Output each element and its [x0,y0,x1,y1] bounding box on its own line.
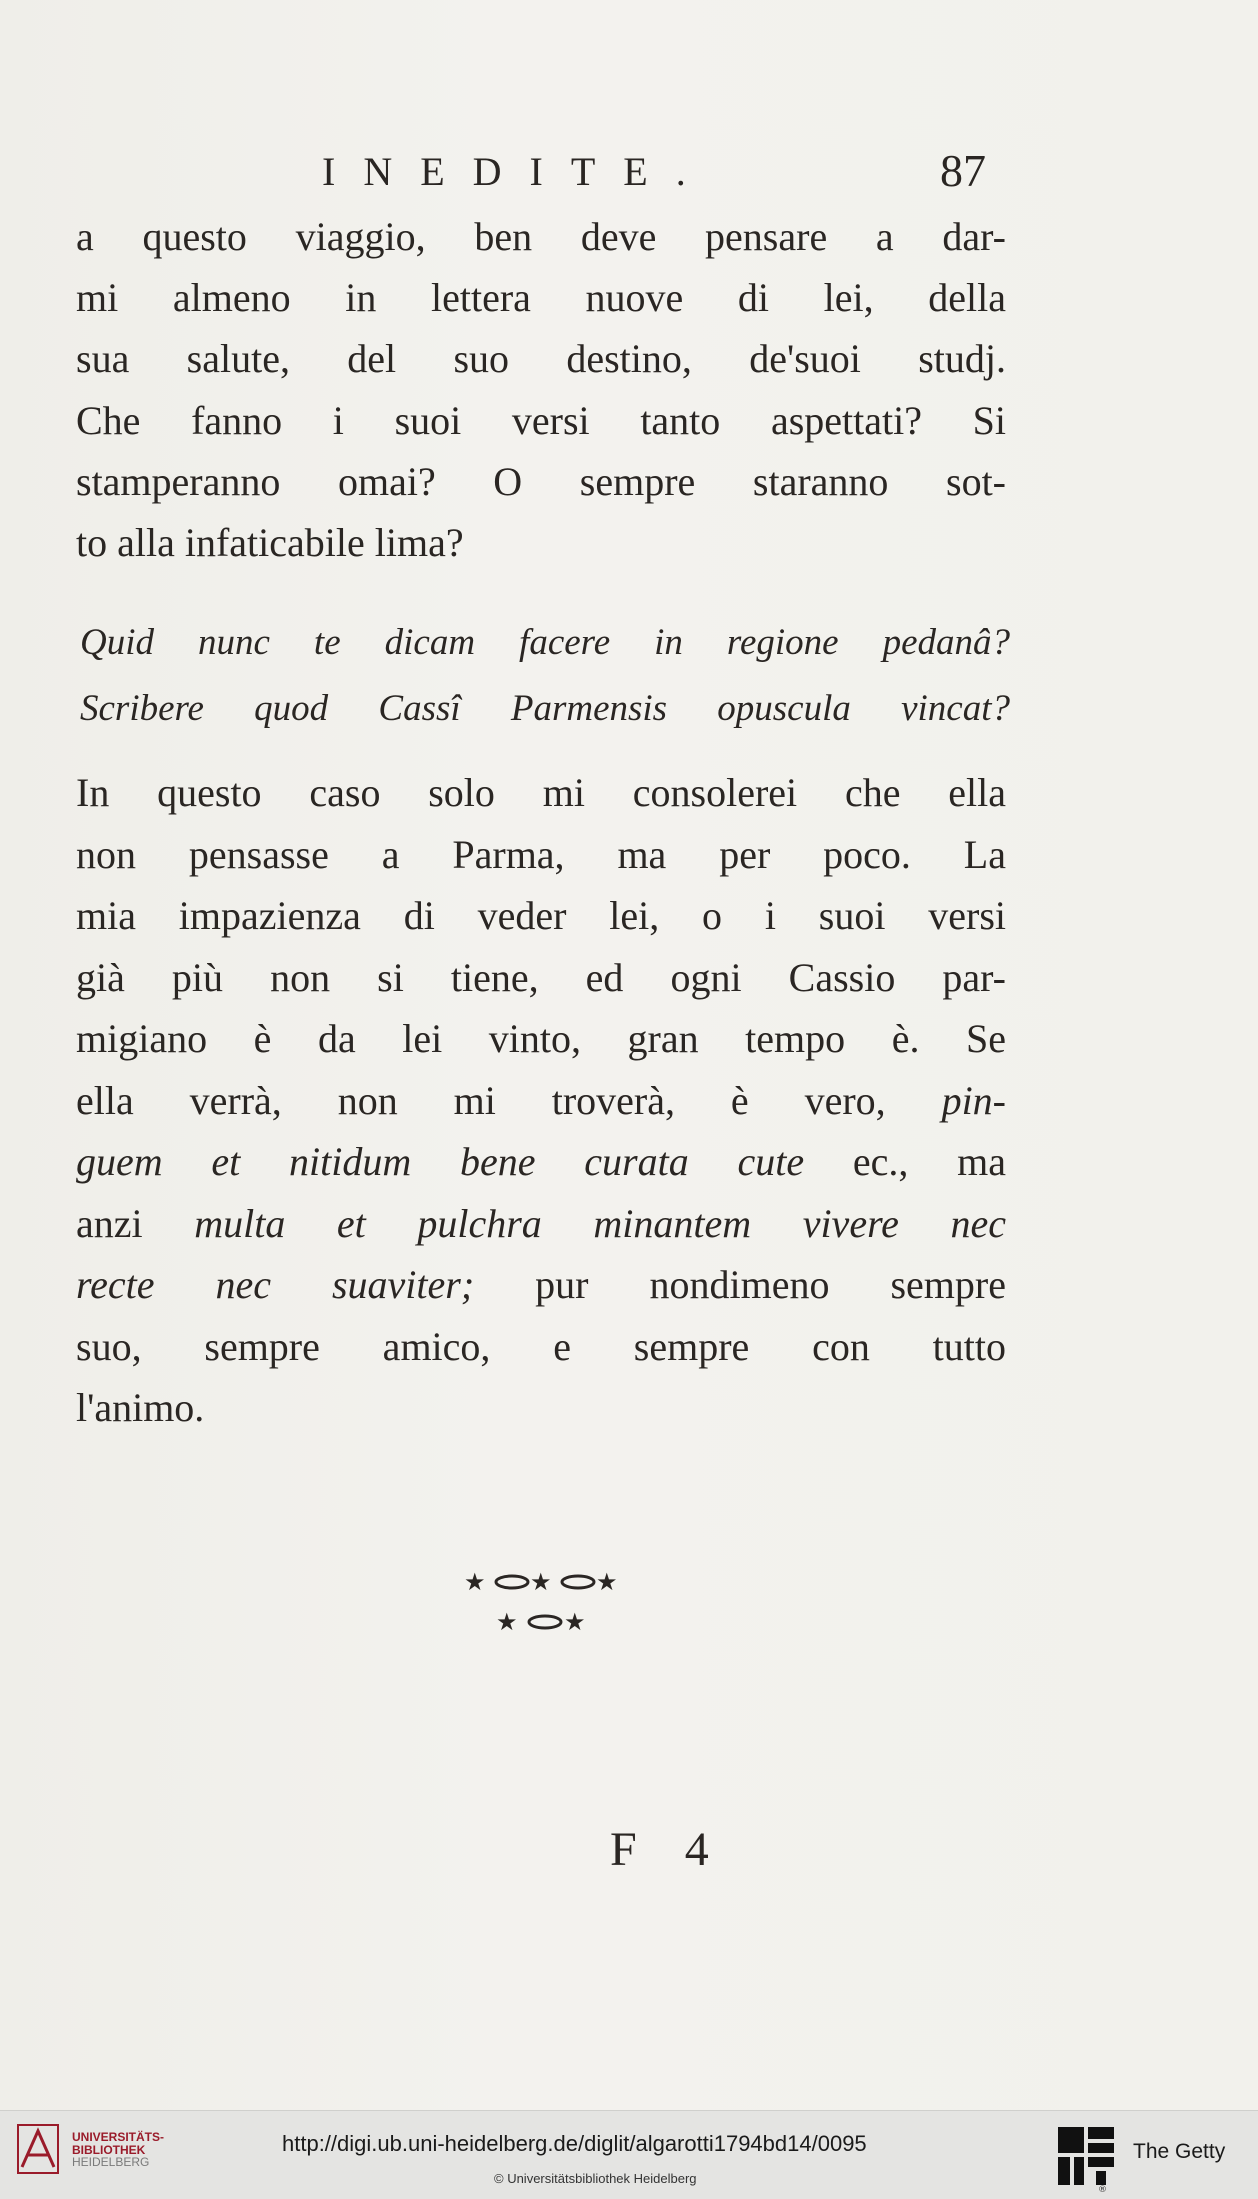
latin-quotation [80,610,1010,742]
svg-text:★: ★ [530,1568,552,1596]
italic-run: guem et nitidum bene curata cute [76,1139,805,1184]
paragraph-2 [76,762,1006,1439]
text-line: Che fanno i suoi versi tanto aspettati? Si [76,397,1006,443]
text-line: In questo caso solo mi consolerei che ella [76,770,1006,815]
library-name-line: UNIVERSITÄTS- [72,2130,165,2144]
library-name-line: BIBLIOTHEK [72,2142,146,2157]
library-name-line: HEIDELBERG [72,2155,150,2169]
text-run: ella verrà, non mi troverà, è vero, [76,1077,942,1123]
paragraph-1 [76,206,1006,573]
text-line: to alla infaticabile lima? [76,519,464,565]
university-library-logo-icon [12,2121,68,2177]
text-line [76,1131,1006,1193]
page-number: 87 [940,145,986,196]
italic-run: recte nec suaviter; [76,1262,475,1307]
text-run: anzi [76,1200,195,1246]
copyright-notice: © Universitätsbibliothek Heidelberg [494,2171,697,2186]
text-run: ec., ma [804,1139,1007,1184]
getty-name: The Getty [1133,2140,1226,2163]
italic-run: multa et pulchra minantem vivere nec [194,1200,1006,1246]
text-line: a questo viaggio, ben deve pensare a dar- [76,214,1006,259]
text-line [76,1254,1006,1316]
signature-mark: F 4 [610,1823,727,1876]
text-line [76,1193,1006,1255]
text-line: l'animo. [76,1385,205,1430]
permalink-url[interactable]: http://digi.ub.uni-heidelberg.de/diglit/algarotti1794bd14/0095 [282,2131,867,2156]
italic-run: pin- [941,1077,1006,1123]
text-line: migiano è da lei vinto, gran tempo è. Se [76,1016,1006,1061]
text-line: sua salute, del suo destino, de'suoi studj. [76,336,1006,382]
text-line: mi almeno in lettera nuove di lei, della [76,275,1006,321]
text-line: già più non si tiene, ed ogni Cassio par- [76,954,1006,1000]
getty-logo-icon [1056,2125,1116,2187]
svg-text:★: ★ [596,1568,618,1596]
quote-line: Scribere quod Cassî Parmensis opuscula vincat? [80,688,1010,729]
text-line: suo, sempre amico, e sempre con tutto [76,1323,1006,1369]
svg-text:★: ★ [496,1608,518,1636]
svg-text:★: ★ [464,1568,486,1596]
quote-line: Quid nunc te dicam facere in regione pedanâ? [80,622,1010,663]
text-run: pur nondimeno sempre [474,1262,1006,1307]
svg-text:★: ★ [564,1608,586,1636]
viewer-footer [0,2110,1258,2199]
page-header [0,145,1258,198]
registered-mark: ® [1098,2185,1107,2195]
running-head: INEDITE. [322,149,714,194]
printer-ornament-icon [460,1560,640,1640]
text-line: stamperanno omai? O sempre staranno sot- [76,458,1006,504]
text-line: non pensasse a Parma, ma per poco. La [76,831,1006,877]
text-line [76,1070,1006,1132]
library-name [72,2131,164,2169]
text-line: mia impazienza di veder lei, o i suoi versi [76,893,1006,938]
